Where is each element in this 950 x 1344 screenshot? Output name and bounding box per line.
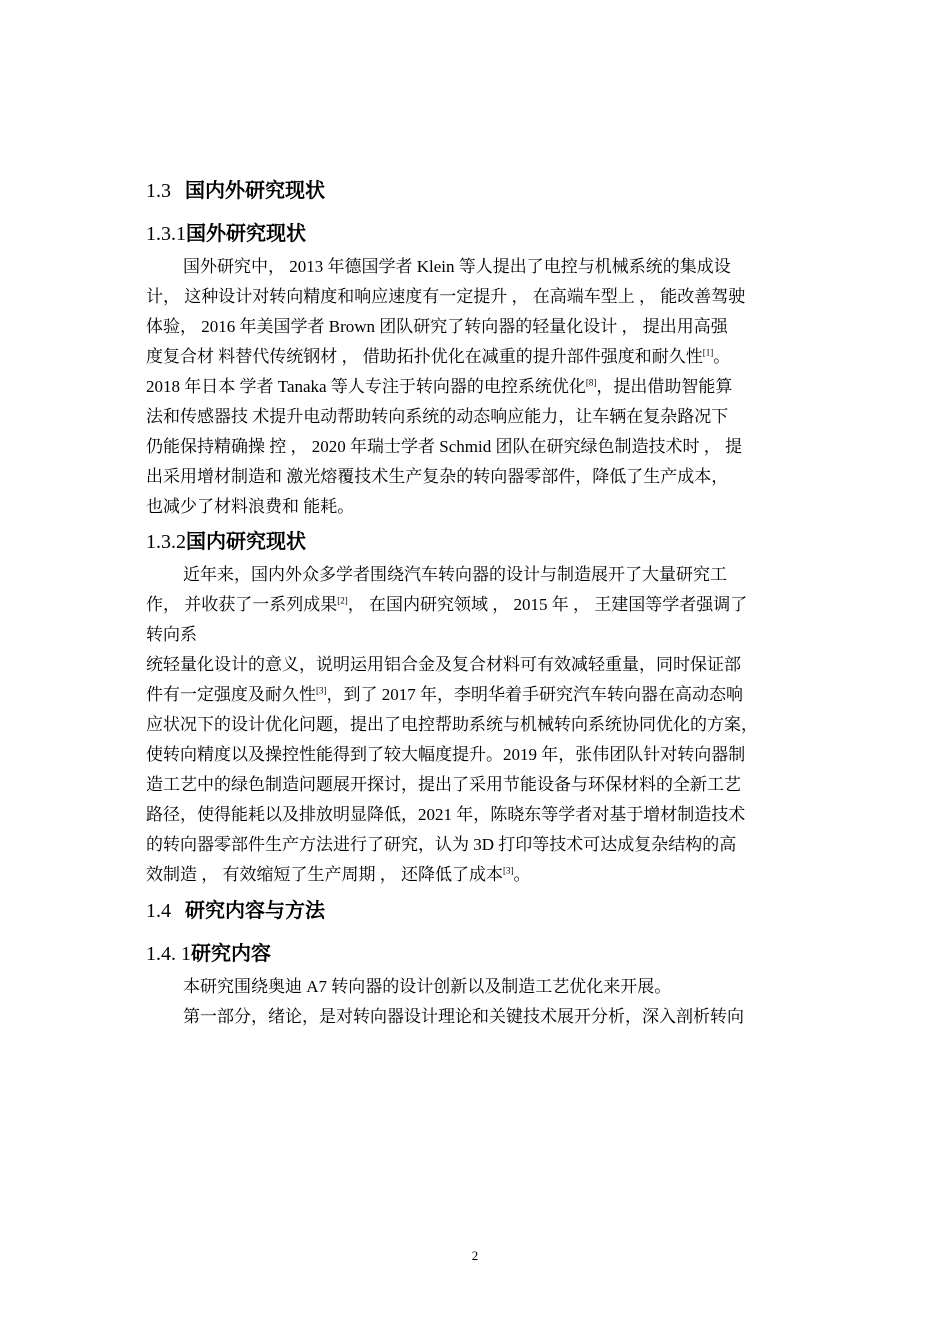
line-text: 统轻量化设计的意义，说明运用铝合金及复合材料可有效减轻重量，同时保证部: [146, 655, 741, 674]
text-line: [146, 830, 822, 860]
line-text: 本研究围绕奥迪 A7 转向器的设计创新以及制造工艺优化来开展。: [183, 977, 672, 996]
line-text-after-citation: ，提出借助智能算: [596, 377, 733, 396]
line-text: 第一部分，绪论，是对转向器设计理论和关键技术展开分析，深入剖析转向: [183, 1007, 744, 1026]
line-text: 计， 这种设计对转向精度和响应速度有一定提升 ， 在高端车型上 ， 能改善驾驶: [146, 287, 746, 306]
line-text: 路径，使得能耗以及排放明显降低，2021 年，陈晓东等学者对基于增材制造技术: [146, 805, 746, 824]
line-text: 仍能保持精确操 控 ， 2020 年瑞士学者 Schmid 团队在研究绿色制造技术时 ， 提: [146, 437, 742, 456]
line-text: 法和传感器技 术提升电动帮助转向系统的动态响应能力，让车辆在复杂路况下: [146, 407, 729, 426]
text-line: [146, 800, 822, 830]
text-line: [146, 1002, 822, 1032]
text-line: [146, 342, 822, 372]
page-content: [146, 170, 822, 1032]
citation-marker: [1]: [702, 347, 714, 358]
line-text: 近年来，国内外众多学者围绕汽车转向器的设计与制造展开了大量研究工: [183, 565, 727, 584]
section-heading-1-3-2: [146, 522, 822, 560]
paragraph-domestic-research: [146, 560, 822, 890]
section-title: 国内研究现状: [186, 529, 306, 553]
line-text: 度复合材 料替代传统钢材 ， 借助拓扑优化在减重的提升部件强度和耐久性: [146, 347, 703, 366]
section-number: 1.3: [146, 180, 171, 202]
line-text: 2018 年日本 学者 Tanaka 等人专注于转向器的电控系统优化: [146, 377, 586, 396]
paragraph-foreign-research: [146, 252, 822, 522]
text-line: [146, 432, 822, 462]
line-text-after-citation: ，到了 2017 年，李明华着手研究汽车转向器在高动态响: [326, 685, 743, 704]
text-line: [146, 372, 822, 402]
text-line: [146, 252, 822, 282]
text-line: [146, 710, 822, 740]
line-text: 国外研究中， 2013 年德国学者 Klein 等人提出了电控与机械系统的集成设: [183, 257, 731, 276]
line-text: 使转向精度以及操控性能得到了较大幅度提升。2019 年，张伟团队针对转向器制: [146, 745, 746, 764]
text-line: [146, 282, 822, 312]
text-line: [146, 620, 822, 650]
section-heading-1-4-1: [146, 934, 822, 972]
line-text: 的转向器零部件生产方法进行了研究，认为 3D 打印等技术可达成复杂结构的高: [146, 835, 737, 854]
section-number: 1.4: [146, 900, 171, 922]
text-line: [146, 402, 822, 432]
text-line: [146, 492, 822, 522]
text-line: [146, 770, 822, 800]
text-line: [146, 590, 822, 620]
section-title: 国内外研究现状: [185, 178, 325, 202]
text-line: [146, 312, 822, 342]
line-text-after-citation: 。: [513, 865, 531, 884]
section-heading-1-3-1: [146, 214, 822, 252]
text-line: [146, 972, 822, 1002]
section-title: 国外研究现状: [186, 221, 306, 245]
section-heading-1-3: [146, 170, 822, 214]
section-title: 研究内容与方法: [185, 898, 325, 922]
line-text: 应状况下的设计优化问题，提出了电控帮助系统与机械转向系统协同优化的方案，: [146, 715, 758, 734]
section-number: 1.4. 1: [146, 943, 191, 965]
citation-marker: [3]: [503, 865, 514, 876]
line-text: 出采用增材制造和 激光熔覆技术生产复杂的转向器零部件，降低了生产成本，: [146, 467, 729, 486]
section-number: 1.3.2: [146, 531, 186, 553]
section-title: 研究内容: [191, 941, 271, 965]
line-text: 造工艺中的绿色制造问题展开探讨，提出了采用节能设备与环保材料的全新工艺: [146, 775, 741, 794]
text-line: [146, 462, 822, 492]
line-text-after-citation: ， 在国内研究领域 ， 2015 年 ， 王建国等学者强调了: [347, 595, 748, 614]
section-number: 1.3.1: [146, 223, 186, 245]
text-line: [146, 860, 822, 890]
citation-marker: [8]: [585, 377, 597, 388]
line-text: 转向系: [146, 625, 197, 644]
text-line: [146, 740, 822, 770]
line-text: 体验， 2016 年美国学者 Brown 团队研究了转向器的轻量化设计 ， 提出用高强: [146, 317, 728, 336]
section-heading-1-4: [146, 890, 822, 934]
line-text: 件有一定强度及耐久性: [146, 685, 316, 704]
text-line: [146, 680, 822, 710]
line-text: 作， 并收获了一系列成果: [146, 595, 338, 614]
citation-marker: [2]: [337, 595, 348, 606]
line-text: 效制造 ， 有效缩短了生产周期 ， 还降低了成本: [146, 865, 503, 884]
line-text-after-citation: 。: [713, 347, 731, 366]
page-number: 2: [471, 1248, 479, 1263]
citation-marker: [3]: [316, 685, 327, 696]
line-text: 也减少了材料浪费和 能耗。: [146, 497, 355, 516]
paragraph-research-content: [146, 972, 822, 1032]
text-line: [146, 560, 822, 590]
text-line: [146, 650, 822, 680]
